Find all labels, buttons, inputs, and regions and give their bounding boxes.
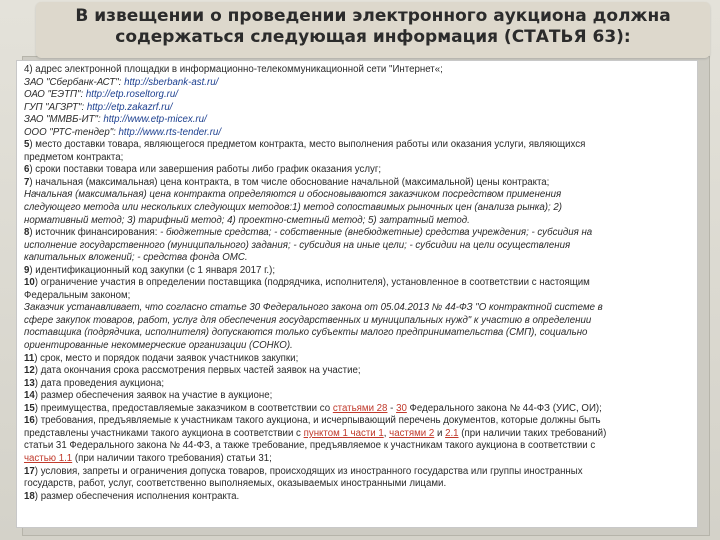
item-text: ) источник финансирования: (29, 227, 161, 239)
item-text: - (387, 402, 397, 414)
etp-name: ООО "РТС-тендер": (24, 126, 119, 138)
etp-sberbank (24, 77, 691, 90)
content-panel (16, 60, 698, 528)
item-7-note-3: нормативный метод; 3) тарифный метод; 4) проектно-сметный метод; 5) затратный метод. (24, 214, 470, 226)
item-14 (24, 390, 691, 403)
item-text: ) срок, место и порядок подачи заявок участников закупки; (34, 352, 299, 364)
law-ref-link[interactable]: частями 2 (389, 427, 435, 439)
item-10-note-3: поставщика (подрядчика, исполнителя) допускаются только субъекты малого предпринимательства (СМП), социально (24, 327, 588, 339)
item-10-cont: Федеральным законом; (24, 289, 131, 301)
item-8 (24, 227, 691, 240)
item-16-cont-3 (24, 453, 691, 466)
item-11 (24, 353, 691, 366)
item-15 (24, 403, 691, 416)
item-text: ) начальная (максимальная) цена контракта, в том числе обоснование начальной (максимальной) цены контракта; (29, 176, 550, 188)
item-text: ) размер обеспечения заявок на участие в аукционе; (34, 390, 273, 402)
slide-title: В извещении о проведении электронного аукциона должна содержаться следующая информация (СТАТЬЯ 63): (75, 6, 671, 47)
law-ref-link[interactable]: пунктом 1 части 1 (303, 427, 384, 439)
item-16-cont-1 (24, 428, 691, 441)
item-number: 15 (24, 402, 35, 414)
item-10-note-1: Заказчик устанавливает, что согласно статье 30 Федерального закона от 05.04.2013 № 44-ФЗ "О контрактной системе в (24, 302, 603, 314)
item-text: (при наличии такого требования) статьи 31; (72, 452, 272, 464)
etp-link[interactable]: http://www.etp-micex.ru/ (103, 114, 207, 126)
item-text: ) преимущества, предоставляемые заказчиком в соответствии со (34, 402, 333, 414)
item-number: 9 (24, 264, 30, 276)
etp-micex (24, 114, 691, 127)
item-18 (24, 491, 691, 504)
etp-link[interactable]: http://sberbank-ast.ru/ (124, 76, 219, 88)
item-number: 11 (24, 352, 35, 364)
item-number: 6 (24, 164, 30, 176)
title-box (36, 2, 710, 58)
etp-link[interactable]: http://etp.zakazrf.ru/ (86, 101, 173, 113)
item-number: 12 (24, 365, 35, 377)
etp-rts (24, 127, 691, 140)
item-10-note-2: сфере закупок товаров, работ, услуг для обеспечения государственных и муниципальных нужд" к участию в определении (24, 314, 592, 326)
item-text: ) условия, запреты и ограничения допуска товаров, происходящих из иностранного государства или группы иностранных (34, 465, 583, 477)
etp-zakazrf (24, 102, 691, 115)
law-ref-link[interactable]: 2.1 (445, 427, 459, 439)
etp-name: ЗАО "ММВБ-ИТ": (24, 114, 104, 126)
law-ref-link[interactable]: статьями 28 (332, 402, 388, 414)
law-ref-link[interactable]: 30 (396, 402, 407, 414)
item-7-note-1: Начальная (максимальная) цена контракта определяются и обосновываются заказчиком посредством применения (24, 189, 562, 201)
item-text: ) идентификационный код закупки (с 1 января 2017 г.); (29, 264, 276, 276)
item-text: ) требования, предъявляемые к участникам такого аукциона, и исчерпывающий перечень документов, которые должны быть (34, 415, 601, 427)
etp-link[interactable]: http://etp.roseltorg.ru/ (85, 89, 178, 101)
item-16-cont-2: статьи 31 Федерального закона № 44-ФЗ, а также требование, предъявляемое к участникам такого аукциона в соответствии с (24, 440, 596, 452)
item-7 (24, 177, 691, 190)
item-8-cont-2: капитальных вложений; - средства фонда ОМС. (24, 252, 248, 264)
item-8-cont-1: исполнение государственного (муниципального) задания; - субсидия на иные цели; - субсидии на цели осуществления (24, 239, 571, 251)
item-4: 4) адрес электронной площадки в информационно-телекоммуникационной сети "Интернет«; (24, 64, 443, 75)
item-13 (24, 378, 691, 391)
item-number: 17 (24, 465, 35, 477)
law-ref-link[interactable]: частью 1.1 (24, 452, 73, 464)
item-text-italic: - бюджетные средства; - собственные (внебюджетные) средства учреждения; - субсидия на (160, 227, 593, 239)
item-number: 14 (24, 390, 35, 402)
item-text: ) дата проведения аукциона; (34, 377, 165, 389)
item-number: 7 (24, 176, 30, 188)
item-number: 10 (24, 277, 35, 289)
item-text: ) ограничение участия в определении поставщика (подрядчика, исполнителя), установленное в соответствии с настоящим (34, 277, 590, 289)
item-12 (24, 365, 691, 378)
item-text: представлены участниками такого аукциона в соответствии с (24, 427, 304, 439)
item-5-cont: предметом контракта; (24, 151, 124, 163)
etp-name: ЗАО "Сбербанк-АСТ": (24, 76, 125, 88)
item-6 (24, 164, 691, 177)
item-16 (24, 415, 691, 428)
etp-roseltorg (24, 89, 691, 102)
item-text: (при наличии таких требований) (458, 427, 607, 439)
item-text: и (434, 427, 446, 439)
item-number: 13 (24, 377, 35, 389)
item-text: Федерального закона № 44-ФЗ (УИС, ОИ); (406, 402, 602, 414)
item-9 (24, 265, 691, 278)
item-10-note-4: ориентированные некоммерческие организации (СОНКО). (24, 340, 293, 352)
item-text: ) размер обеспечения исполнения контракта. (34, 490, 240, 502)
item-5 (24, 139, 691, 152)
item-number: 16 (24, 415, 35, 427)
item-10 (24, 277, 691, 290)
etp-name: ГУП "АГЗРТ": (24, 101, 87, 113)
item-17-cont: государств, работ, услуг, соответственно выполняемых, оказываемых иностранными лицами. (24, 478, 447, 490)
item-text: ) дата окончания срока рассмотрения первых частей заявок на участие; (34, 365, 361, 377)
item-7-note-2: следующего метода или нескольких следующих методов:1) метод сопоставимых рыночных цен (анализа рынка); 2) (24, 202, 562, 214)
item-text: ) сроки поставки товара или завершения работы либо график оказания услуг; (29, 164, 382, 176)
etp-link[interactable]: http://www.rts-tender.ru/ (118, 126, 222, 138)
item-text: , (383, 427, 390, 439)
item-17 (24, 466, 691, 479)
item-number: 5 (24, 139, 30, 151)
item-text: ) место доставки товара, являющегося предметом контракта, место выполнения работы или оказания услуги, являющихся (29, 139, 586, 151)
item-number: 8 (24, 227, 30, 239)
item-number: 18 (24, 490, 35, 502)
etp-name: ОАО "ЕЭТП": (24, 89, 86, 101)
